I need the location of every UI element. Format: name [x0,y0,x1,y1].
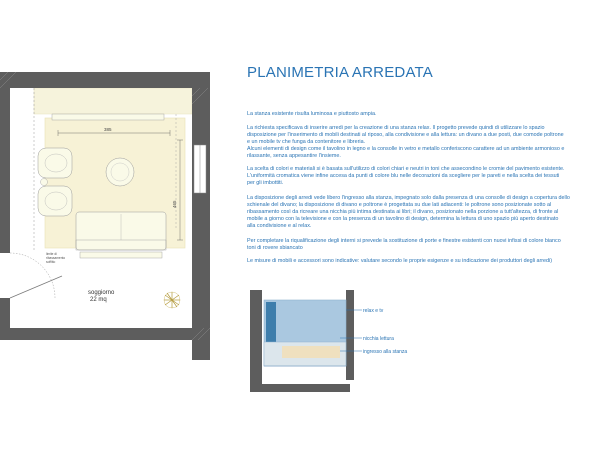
room-area: 22 mq [90,297,107,303]
paragraph-measures: Le misure di mobili e accessori sono indicative: valutare secondo le proprie esigenze e su indicazione dei produttori degli arredi) [247,258,553,264]
wall-left-lower [0,298,10,328]
side-table [41,179,48,186]
floor-plan [0,0,215,360]
dimension-width: 385 [104,127,112,132]
wall-top [0,72,210,88]
paragraph-intro: La stanza esistente risulta luminosa e piuttosto ampia. [247,111,377,117]
tv-unit [52,114,164,120]
plant-icon [164,292,180,308]
wall-bottom [0,328,210,340]
ceiling-note: limite di ribassamento soffitto [46,252,66,264]
elevation-wall-bottom [250,384,350,392]
ceiling-lowering-band [34,88,192,114]
label-room-entrance: ingresso alla stanza [363,349,408,355]
paragraph-layout: La disposizione degli arredi vede libero l'ingresso alla stanza, impegnato solo dalla presenza di una consolle di design a copertura dello schienale del divano; la disposizione di divano e poltrone è progettata su due lati adiacenti: le poltrone sono posizionate sotto al ribassamento così da ricreare una nicchia più intima destinata ai libri; il divano, posizionato nella porzione a tutt'altezza, di fronte al mobile a giorno con la televisione e con la presenza di un tavolino di design, determina la lettura di uno spazio più aperto destinato alla condivisione e al relax. [247,195,570,229]
entrance-area [282,346,340,358]
paragraph-request: La richiesta specificava di inserire arredi per la creazione di una stanza relax. Il progetto prevede quindi di utilizzare lo spazio disposizione per l'inserimento di mobili destinati al riposo, alla condivisione e alla lettura: un divano a due posti, due comode poltrone e un mobile tv che funga da contenitore e libreria. Alcuni elementi di design come il tavolino in legno e la consolle in vetro e metallo conferiscono carattere ad un ambiente armonioso e rilassante, senza appesantire l'insieme. [247,125,565,159]
elevation-wall-left [250,290,262,390]
console [80,252,162,258]
label-reading-nook: nicchia lettura [363,336,394,342]
label-relax-tv: relax e tv [363,308,384,314]
elevation-wall-right [346,290,354,380]
paragraph-windows: Per completare la riqualificazione degli interni si prevede la sostituzione di porte e finestre esistenti con nuovi infissi di colore bianco toni di rovere sbiancato [247,238,561,251]
page-title: PLANIMETRIA ARREDATA [247,64,433,81]
elevation-diagram [250,288,450,398]
room-name: soggiorno [88,290,115,296]
paragraph-colors: La scelta di colori e materiali si è basata sull'utilizzo di colori chiari e neutri in toni che assecondino le cromie del pavimento esistente. L'uniformità cromatica viene infine accesa da punti di colore blu nelle decorazioni da scegliere per le pareti e nella scelta dei tessuti per gli imbottiti. [247,166,565,186]
coffee-table [106,158,134,186]
dimension-height: 465 [172,200,177,208]
wall-left-upper [0,88,10,253]
wall-right [192,72,210,360]
